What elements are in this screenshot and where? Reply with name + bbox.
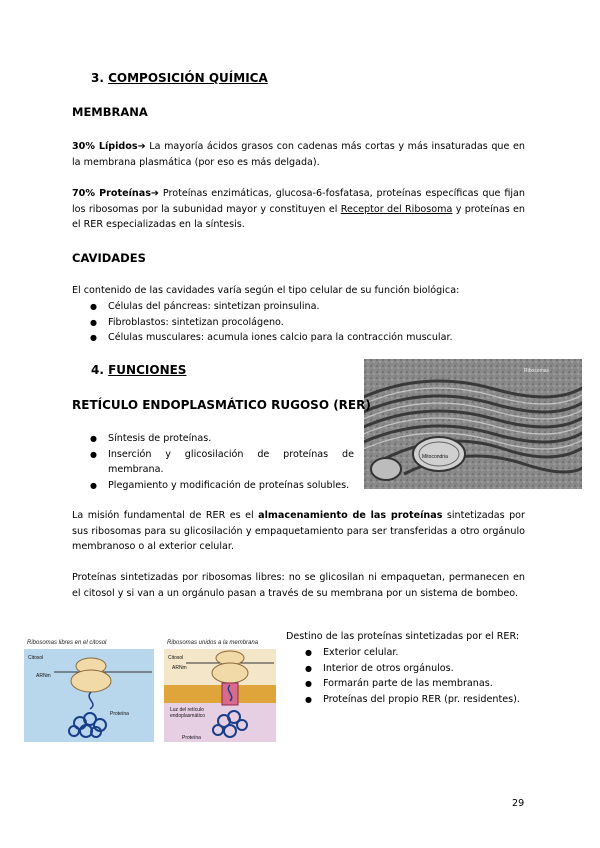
ribosome-illustration [24, 637, 154, 742]
list-item: ● Síntesis de proteínas. [90, 431, 354, 447]
micrograph-label-mitocondria: Mitocondria [422, 454, 448, 460]
section-title: COMPOSICIÓN QUÍMICA [108, 71, 268, 85]
proteinas-text-after: y proteínas en el RER especializadas en la síntesis. [72, 203, 525, 230]
proteinas-paragraph [72, 186, 525, 233]
membrane-ribosome-illustration [164, 637, 276, 742]
figure-title: Ribosomas unidos a la membrana [164, 637, 276, 649]
section-4-heading [91, 363, 186, 379]
list-item: ● Células del páncreas: sintetizan proinsulina. [90, 299, 520, 315]
label-citosol: Citosol [28, 655, 44, 661]
rer-micrograph [364, 359, 582, 489]
arrow-icon: ➔ [137, 141, 146, 152]
label-arnm: ARNm [36, 673, 51, 679]
membrana-heading: MEMBRANA [72, 105, 148, 119]
cavidades-list [90, 299, 520, 346]
label-proteina: Proteína [182, 735, 201, 741]
lipidos-label: 30% Lípidos [72, 141, 138, 152]
list-item: ● Exterior celular. [305, 645, 545, 661]
ribosomas-libres-paragraph: Proteínas sintetizadas por ribosomas libres: no se glicosilan ni empaquetan, permanecen en el citosol y si van a un orgánulo pasan a través de su membrana por un sistema de bombeo. [72, 572, 525, 599]
proteinas-text-before: Proteínas enzimáticas, glucosa-6-fosfatasa, proteínas específicas que fijan los ribosomas por la subunidad mayor y constituyen el [72, 188, 525, 215]
label-arnm: ARNm [172, 665, 187, 671]
lipidos-text: La mayoría ácidos grasos con cadenas más cortas y más insaturadas que en la membrana plasmática (por eso es más delgada). [72, 141, 525, 168]
cavidades-heading: CAVIDADES [72, 251, 146, 265]
list-item: ● Proteínas del propio RER (pr. residentes). [305, 692, 545, 708]
section-number: 4. [91, 363, 104, 377]
proteinas-label: 70% Proteínas [72, 188, 151, 199]
lipidos-paragraph [72, 139, 525, 170]
list-item: ● Inserción y glicosilación de proteínas de membrana. [90, 447, 354, 478]
list-item: ● Plegamiento y modificación de proteínas solubles. [90, 478, 354, 494]
cavidades-intro: El contenido de las cavidades varía según el tipo celular de su función biológica: [72, 285, 460, 296]
label-lumen: Luz del retículo endoplasmático [170, 707, 206, 719]
list-item: ● Células musculares: acumula iones calcio para la contracción muscular. [90, 330, 520, 346]
section-title: FUNCIONES [108, 363, 187, 377]
figure-ribosomas-unidos [164, 637, 276, 742]
rer-heading: RETÍCULO ENDOPLASMÁTICO RUGOSO (RER) [72, 398, 371, 412]
section-3-heading [91, 71, 268, 87]
mision-paragraph [72, 508, 525, 555]
section-number: 3. [91, 71, 104, 85]
mision-text-after: sintetizadas por sus ribosomas para su glicosilación y empaquetamiento para ser transferidas a otro orgánulo membranoso o al exterior celular. [72, 510, 525, 552]
micrograph-label-ribosomas: Ribosomas [524, 368, 550, 374]
list-item: ● Fibroblastos: sintetizan procolágeno. [90, 315, 520, 331]
figure-ribosomas-libres [24, 637, 154, 742]
arrow-icon: ➔ [150, 188, 159, 199]
destino-intro: Destino de las proteínas sintetizadas por el RER: [286, 631, 520, 642]
list-item: ● Interior de otros orgánulos. [305, 661, 545, 677]
receptor-ribosoma-link: Receptor del Ribosoma [340, 203, 453, 215]
page-number: 29 [512, 798, 525, 809]
figure-title: Ribosomas libres en el citosol [24, 637, 154, 649]
rer-functions-list [90, 431, 354, 493]
micrograph-image [364, 359, 582, 489]
list-item: ● Formarán parte de las membranas. [305, 676, 545, 692]
label-citosol: Citosol [168, 655, 184, 661]
destino-list [305, 645, 545, 707]
label-proteina: Proteína [110, 711, 129, 717]
mision-bold: almacenamiento de las proteínas [258, 510, 443, 521]
mision-text-before: La misión fundamental de RER es el [72, 510, 259, 521]
